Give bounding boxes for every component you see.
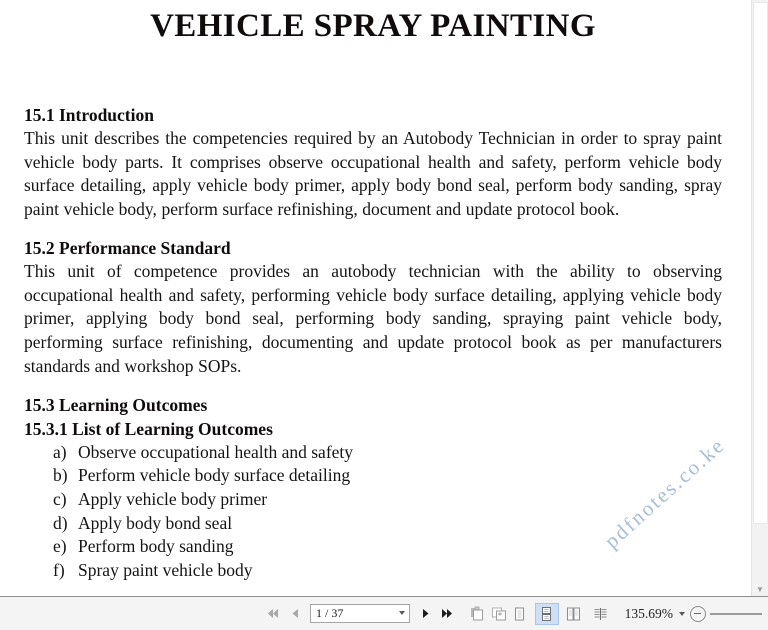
section-body-performance-standard: This unit of competence provides an autobody technician with the ability to observing occupational health and safety, performing vehicle body surface detailing, applying vehicle body primer, applying body bond seal, performing body sanding, spraying paint vehicle body, performing surface refinishing, documenting and update protocol book as per manufacturers standards and workshop SOPs. [24, 260, 722, 376]
page-number-input[interactable] [310, 604, 410, 623]
previous-page-button[interactable] [284, 603, 306, 625]
first-page-button[interactable] [262, 603, 284, 625]
list-item [24, 488, 722, 512]
list-item [24, 512, 722, 536]
scrollbar-thumb[interactable] [753, 2, 768, 524]
section-body-introduction: This unit describes the competencies required by an Autobody Technician in order to spray paint vehicle body parts. It comprises observe occupational health and safety, perform vehicle body surface detailing, apply vehicle body primer, apply body bond seal, perform body sanding, spray paint vehicle body, perform surface refinishing, document and update protocol book. [24, 128, 722, 220]
page-number-value[interactable]: 1 / 37 [316, 606, 344, 620]
vertical-scrollbar[interactable] [751, 0, 768, 597]
section-heading-learning-outcomes: 15.3 Learning Outcomes [24, 395, 208, 416]
list-item [24, 535, 722, 559]
list-item-marker: e) [53, 536, 67, 557]
zoom-out-button[interactable] [690, 606, 706, 622]
list-item-label: Perform body sanding [78, 536, 234, 557]
list-item [24, 464, 722, 488]
list-item-label: Perform vehicle body surface detailing [78, 465, 351, 486]
list-item-label: Observe occupational health and safety [78, 441, 354, 462]
page-navigation-group [262, 597, 510, 630]
view-mode-group [508, 603, 613, 625]
list-item-label: Apply vehicle body primer [78, 489, 268, 510]
document-content [24, 0, 722, 583]
scroll-down-arrow[interactable]: ▼ [756, 585, 764, 594]
list-item-marker: b) [53, 465, 68, 486]
list-item [24, 559, 722, 583]
view-mode-single-page[interactable] [508, 603, 532, 625]
last-page-button[interactable] [436, 603, 458, 625]
list-item [24, 441, 722, 465]
chevron-down-icon[interactable] [399, 611, 405, 615]
section-heading-list-of-learning-outcomes: 15.3.1 List of Learning Outcomes [24, 418, 273, 439]
spacer-after-title [24, 46, 722, 104]
view-mode-book[interactable] [589, 603, 613, 625]
list-item-label: Spray paint vehicle body [78, 560, 253, 581]
section-heading-introduction: 15.1 Introduction [24, 104, 154, 125]
list-item-label: Apply body bond seal [78, 512, 233, 533]
zoom-dropdown-caret-icon[interactable] [679, 612, 685, 616]
page-title: VEHICLE SPRAY PAINTING [150, 8, 596, 44]
next-page-button[interactable] [414, 603, 436, 625]
zoom-slider[interactable] [710, 613, 762, 615]
spacer-after-introduction [24, 222, 722, 237]
fit-page-button[interactable] [466, 603, 488, 625]
section-heading-performance-standard: 15.2 Performance Standard [24, 237, 231, 258]
view-mode-continuous-scroll[interactable] [535, 603, 559, 625]
list-item-marker: d) [53, 512, 68, 533]
view-and-zoom-group [508, 597, 766, 630]
spacer-after-performance-standard [24, 378, 722, 394]
minus-icon [694, 613, 701, 614]
zoom-level-value: 135.69% [624, 605, 673, 621]
list-item-marker: f) [53, 560, 65, 581]
learning-outcomes-list [24, 441, 722, 583]
list-item-marker: c) [53, 489, 67, 510]
view-mode-two-page[interactable] [562, 603, 586, 625]
bottom-toolbar [0, 596, 768, 630]
watermark-text: pdfnotes.co.ke [599, 432, 730, 554]
list-item-marker: a) [53, 441, 67, 462]
